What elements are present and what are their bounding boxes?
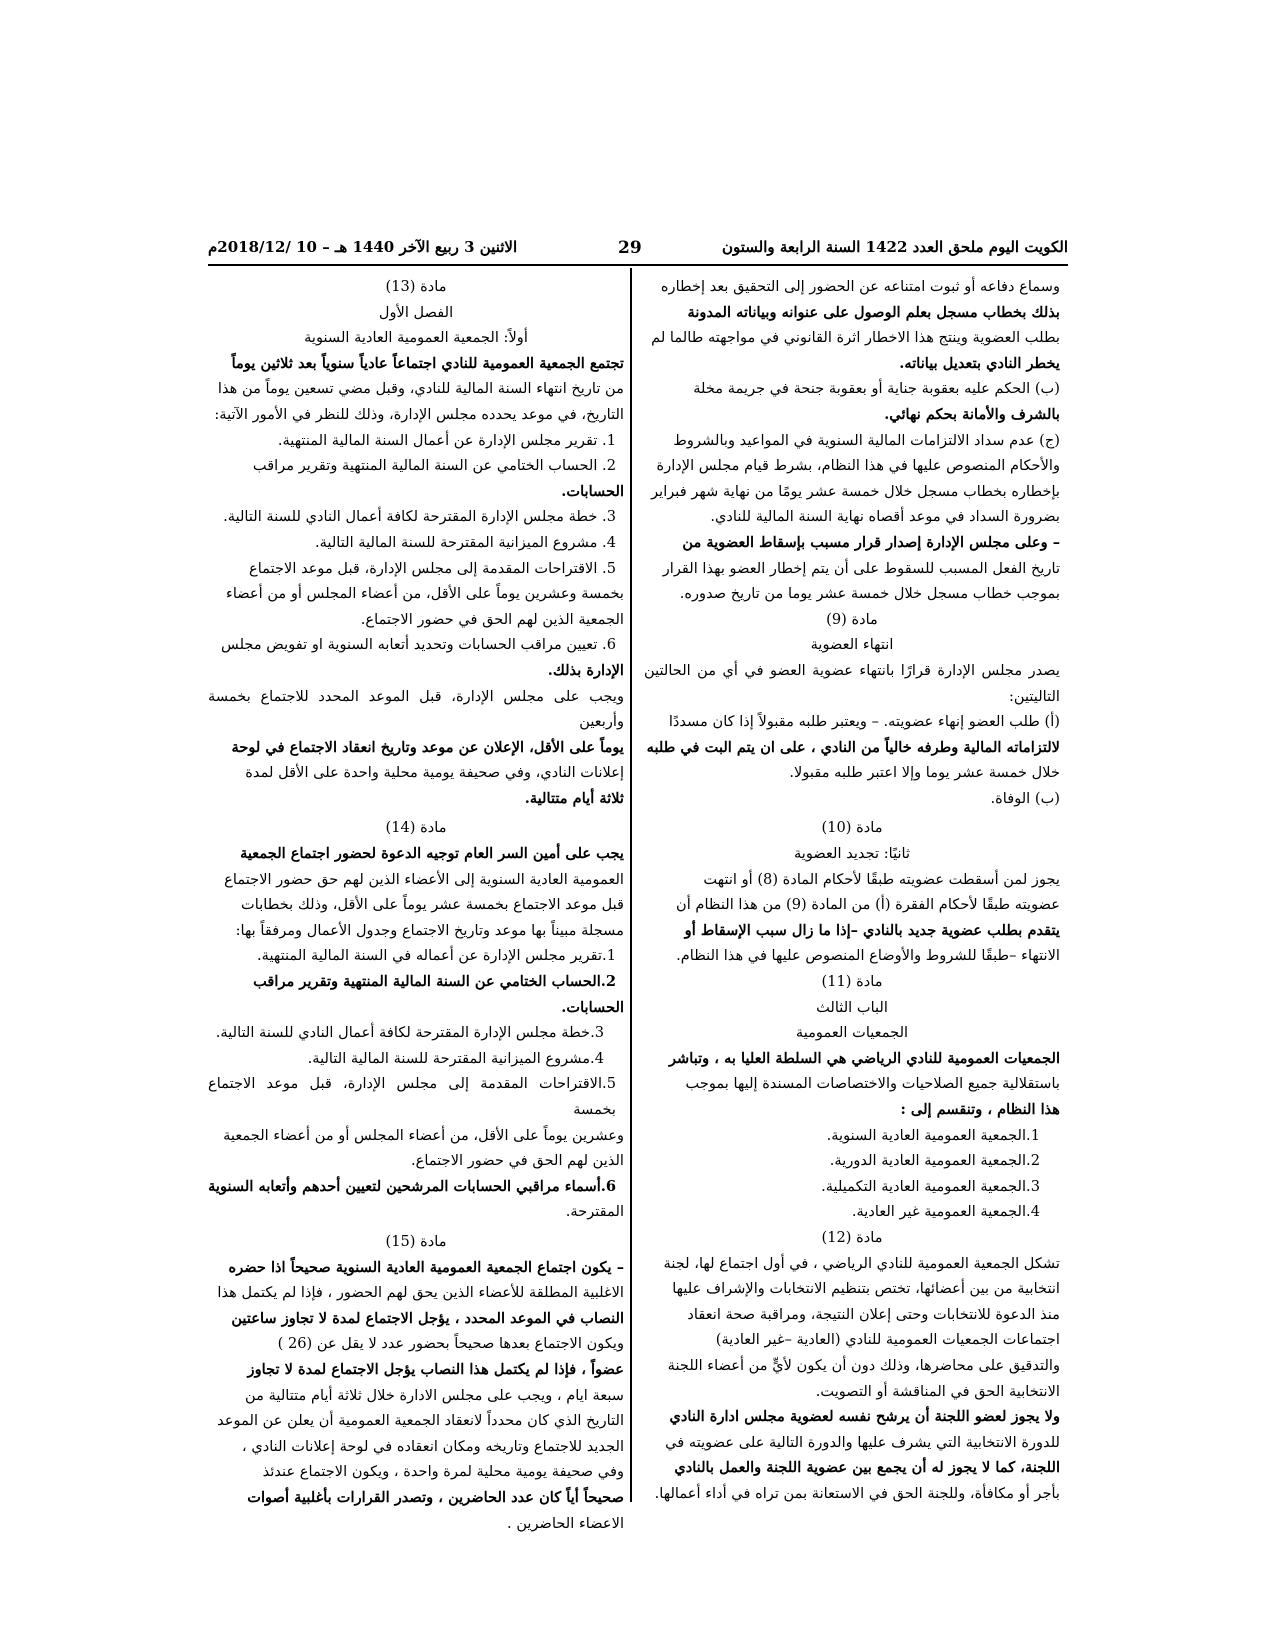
text-line: والأحكام المنصوص عليها في هذا النظام، بشرط قيام مجلس الإدارة (656, 457, 1060, 475)
text-line: بخمسة وعشرين يوماً على الأقل، من أعضاء المجلس أو من أعضاء (225, 585, 624, 603)
text-line: صحيحاً أياً كان عدد الحاضرين ، وتصدر القرارات بأغلبية أصوات (247, 1488, 624, 1506)
text-line: انتخابية من بين أعضائها، تختص بتنظيم الانتخابات والإشراف عليها (672, 1280, 1060, 1298)
text-line: مسجلة مبيناً بها موعد وتاريخ الاجتماع وجدول الأعمال ومرفقاً بها: (235, 921, 624, 939)
text-line: (ج) عدم سداد الالتزامات المالية السنوية في المواعيد وبالشروط (673, 431, 1060, 449)
text-line: 1.تقرير مجلس الإدارة عن أعماله في السنة المالية المنتهية. (257, 947, 616, 965)
text-line: الاعضاء الحاضرين . (507, 1514, 624, 1532)
text-line: 6. تعيين مراقب الحسابات وتحديد أتعابه السنوية او تفويض مجلس (220, 636, 616, 654)
text-line: (ب) الحكم عليه بعقوبة جناية أو بعقوبة جنحة في جريمة مخلة (693, 380, 1060, 398)
text-line: بضرورة السداد في موعد أقصاه نهاية السنة المالية للنادي. (710, 508, 1060, 526)
text-line: والتدقيق على محاضرها، وذلك دون أن يكون لأيٍّ من أعضاء اللجنة (667, 1356, 1060, 1374)
text-line: خلال خمسة عشر يوما وإلا اعتبر طلبه مقبولا. (789, 764, 1060, 782)
text-line: الجمعيات العمومية (795, 1024, 909, 1042)
text-line: الباب الثالث (816, 998, 888, 1016)
text-line: 2.الجمعية العمومية العادية الدورية. (829, 1152, 1040, 1170)
text-line: منذ الدعوة للانتخابات وحتى إعلان النتيجة، ومراقبة صحة انعقاد (687, 1305, 1060, 1323)
text-line: قبل موعد الاجتماع بخمسة عشر يوماً على الأقل، وذلك بخطابات (241, 896, 624, 914)
text-line: من تاريخ انتهاء السنة المالية للنادي، وقبل مضي تسعين يوماً من هذا (217, 380, 624, 398)
text-line: وفي صحيفة يومية محلية لمرة واحدة ، ويكون الاجتماع عندئذ (262, 1463, 624, 1481)
text-line: ثلاثة أيام متتالية. (524, 789, 624, 807)
right-column (644, 274, 1060, 1507)
text-line: ويكون الاجتماع بعدها صحيحاً بحضور عدد لا يقل عن (26 ) (277, 1335, 624, 1353)
text-line: 4. مشروع الميزانية المقترحة للسنة المالية التالية. (314, 533, 616, 551)
text-line: ولا يجوز لعضو اللجنة أن يرشح نفسه لعضوية مجلس ادارة النادي (669, 1408, 1060, 1426)
text-line: تجتمع الجمعية العمومية للنادي اجتماعاً عادياً سنوياً بعد ثلاثين يوماً (231, 354, 624, 372)
text-line: انتهاء العضوية (810, 636, 894, 654)
text-line: الجديد للاجتماع وتاريخه ومكان انعقاده في لوحة إعلانات النادي ، (241, 1437, 624, 1455)
text-line: باستقلالية جميع الصلاحيات والاختصاصات المسندة إليها بموجب (685, 1075, 1060, 1093)
text-line: بإخطاره بخطاب مسجل خلال خمسة عشر يومًا من نهاية شهر فبراير (651, 482, 1060, 500)
page-header (208, 236, 1068, 266)
text-line: اللجنة، كما لا يجوز له أن يجمع بين عضوية اللجنة والعمل بالنادي (674, 1459, 1060, 1477)
text-line: الفصل الأول (378, 303, 454, 321)
text-line: (ب) الوفاة. (990, 789, 1060, 807)
text-line: 3.الجمعية العمومية العادية التكميلية. (821, 1177, 1040, 1195)
text-line: 3.خطة مجلس الإدارة المقترحة لكافة أعمال النادي للسنة التالية. (215, 1024, 604, 1042)
text-line: 5.الاقتراحات المقدمة إلى مجلس الإدارة، قبل موعد الاجتماع بخمسة (208, 1075, 616, 1118)
text-line: 2. الحساب الختامي عن السنة المالية المنتهية وتقرير مراقب (252, 457, 616, 475)
text-line: 4.مشروع الميزانية المقترحة للسنة المالية التالية. (307, 1049, 604, 1067)
text-line: يوماً على الأقل، الإعلان عن موعد وتاريخ انعقاد الاجتماع في لوحة (231, 738, 624, 756)
text-line: (أ) طلب العضو إنهاء عضويته. – ويعتبر طلبه مقبولاً إذا كان مسددًا (668, 713, 1060, 731)
text-line: الانتهاء –طبقًا للشروط والأوضاع المنصوص عليها في هذا النظام. (676, 947, 1060, 965)
text-line: لالتزاماته المالية وطرفه خالياً من النادي ، على ان يتم البت في طلبه (646, 738, 1060, 756)
text-line: وسماع دفاعه أو ثبوت امتناعه عن الحضور إلى التحقيق بعد إخطاره (660, 278, 1060, 295)
header-publication: الكويت اليوم ملحق العدد 1422 السنة الرابعة والستون (722, 238, 1068, 256)
text-line: عضواً ، فإذا لم يكتمل هذا النصاب يؤجل الاجتماع لمدة لا تجاوز (247, 1360, 624, 1378)
text-line: مادة (11) (821, 973, 883, 991)
text-line: سبعة ايام ، ويجب على مجلس الادارة خلال ثلاثة أيام متتالية من (245, 1386, 624, 1404)
text-line: الحسابات. (561, 998, 624, 1016)
text-line: العمومية العادية السنوية إلى الأعضاء الذين لهم حق حضور الاجتماع (224, 870, 624, 888)
text-line: إعلانات النادي، وفي صحيفة يومية محلية واحدة على الأقل لمدة (245, 764, 624, 782)
text-line: بالشرف والأمانة بحكم نهائي. (884, 405, 1060, 423)
text-line: الذين لهم الحق في حضور الاجتماع. (411, 1152, 624, 1170)
text-line: بطلب العضوية وينتج هذا الاخطار اثرة القانوني في مواجهته طالما لم (651, 329, 1060, 347)
text-line: التاريخ الذي كان محدداً لانعقاد الجمعية العمومية أن يعلن عن الموعد (217, 1412, 624, 1430)
text-line: الإدارة بذلك. (547, 661, 624, 679)
page-number: 29 (618, 238, 642, 258)
text-line: مادة (9) (826, 610, 878, 628)
text-line: هذا النظام ، وتنقسم إلى : (900, 1101, 1060, 1118)
text-line: 1. تقرير مجلس الإدارة عن أعمال السنة المالية المنتهية. (277, 431, 616, 449)
text-line: الجمعيات العمومية للنادي الرياضي هي السلطة العليا به ، وتباشر (668, 1049, 1060, 1067)
text-line: 3. خطة مجلس الإدارة المقترحة لكافة أعمال النادي للسنة التالية. (223, 508, 616, 526)
text-line: وعشرين يوماً على الأقل، من أعضاء المجلس أو من أعضاء الجمعية (223, 1126, 624, 1144)
text-line: أولاً: الجمعية العمومية العادية السنوية (304, 329, 528, 347)
text-line: 5. الاقتراحات المقدمة إلى مجلس الإدارة، قبل موعد الاجتماع (249, 559, 616, 577)
left-column (208, 274, 624, 1536)
text-line: يتقدم بطلب عضوية جديد بالنادي –إذا ما زال سبب الإسقاط أو (684, 921, 1060, 939)
text-line: – وعلى مجلس الإدارة إصدار قرار مسبب بإسقاط العضوية من (682, 533, 1060, 551)
text-line: للدورة الانتخابية التي يشرف عليها والدورة التالية على عضويته في (665, 1433, 1060, 1451)
text-line: بموجب خطاب مسجل خلال خمسة عشر يوما من تاريخ صدوره. (679, 585, 1060, 603)
text-line: – يكون اجتماع الجمعية العمومية العادية السنوية صحيحاً اذا حضره (228, 1258, 624, 1276)
text-line: بذلك بخطاب مسجل بعلم الوصول على عنوانه وبياناته المدونة (687, 303, 1060, 321)
text-line: ثانيًا: تجديد العضوية (793, 845, 911, 863)
text-line: بأجر أو مكافأة، وللجنة الحق في الاستعانة بمن تراه في أداء أعمالها. (654, 1484, 1060, 1502)
text-line: ويجب على مجلس الإدارة، قبل الموعد المحدد للاجتماع بخمسة وأربعين (208, 687, 624, 731)
header-date: الاثنين 3 ربيع الآخر 1440 هـ – 10 /2018/12م (208, 238, 518, 256)
text-line: مادة (15) (385, 1232, 447, 1250)
text-line: تشكل الجمعية العمومية للنادي الرياضي ، في أول اجتماع لها، لجنة (663, 1254, 1060, 1272)
text-line: يجوز لمن أسقطت عضويته طبقًا لأحكام المادة (8) أو انتهت (703, 870, 1060, 888)
text-line: يخطر النادي بتعديل بياناته. (899, 354, 1060, 372)
text-line: عضويته طبقًا لأحكام الفقرة (أ) من المادة (9) من هذا النظام أن (676, 896, 1060, 914)
text-line: الانتخابية الحق في المناقشة أو التصويت. (815, 1382, 1060, 1400)
text-line: التاريخ، في موعد يحدده مجلس الإدارة، وذلك للنظر في الأمور الآتية: (214, 405, 624, 423)
text-line: 6.أسماء مراقبي الحسابات المرشحين لتعيين أحدهم وأتعابه السنوية (208, 1177, 616, 1195)
text-line: مادة (14) (385, 819, 447, 837)
text-line: اجتماعات الجمعيات العمومية للنادي (العادية –غير العادية) (715, 1331, 1060, 1349)
text-line: مادة (10) (821, 819, 883, 837)
column-divider (630, 268, 632, 1502)
text-line: المقترحة. (565, 1203, 624, 1221)
text-line: مادة (12) (821, 1228, 883, 1246)
text-line: 1.الجمعية العمومية العادية السنوية. (826, 1126, 1040, 1144)
text-line: يصدر مجلس الإدارة قرارًا بانتهاء عضوية العضو في أي من الحالتين التاليتين: (644, 661, 1060, 705)
text-line: 4.الجمعية العمومية غير العادية. (851, 1203, 1040, 1221)
text-line: الحسابات. (561, 482, 624, 500)
text-line: النصاب في الموعد المحدد ، يؤجل الاجتماع لمدة لا تجاوز ساعتين (231, 1309, 624, 1327)
text-line: مادة (13) (385, 278, 447, 295)
text-line: تاريخ الفعل المسبب للسقوط على أن يتم إخطار العضو بهذا القرار (662, 559, 1060, 577)
text-line: 2.الحساب الختامي عن السنة المالية المنتهية وتقرير مراقب (253, 973, 616, 991)
text-line: يجب على أمين السر العام توجيه الدعوة لحضور اجتماع الجمعية (240, 845, 624, 863)
text-line: الاغلبية المطلقة للأعضاء الذين يحق لهم الحضور ، فإذا لم يكتمل هذا (217, 1284, 624, 1302)
text-line: الجمعية الذين لهم الحق في حضور الاجتماع. (360, 610, 624, 628)
